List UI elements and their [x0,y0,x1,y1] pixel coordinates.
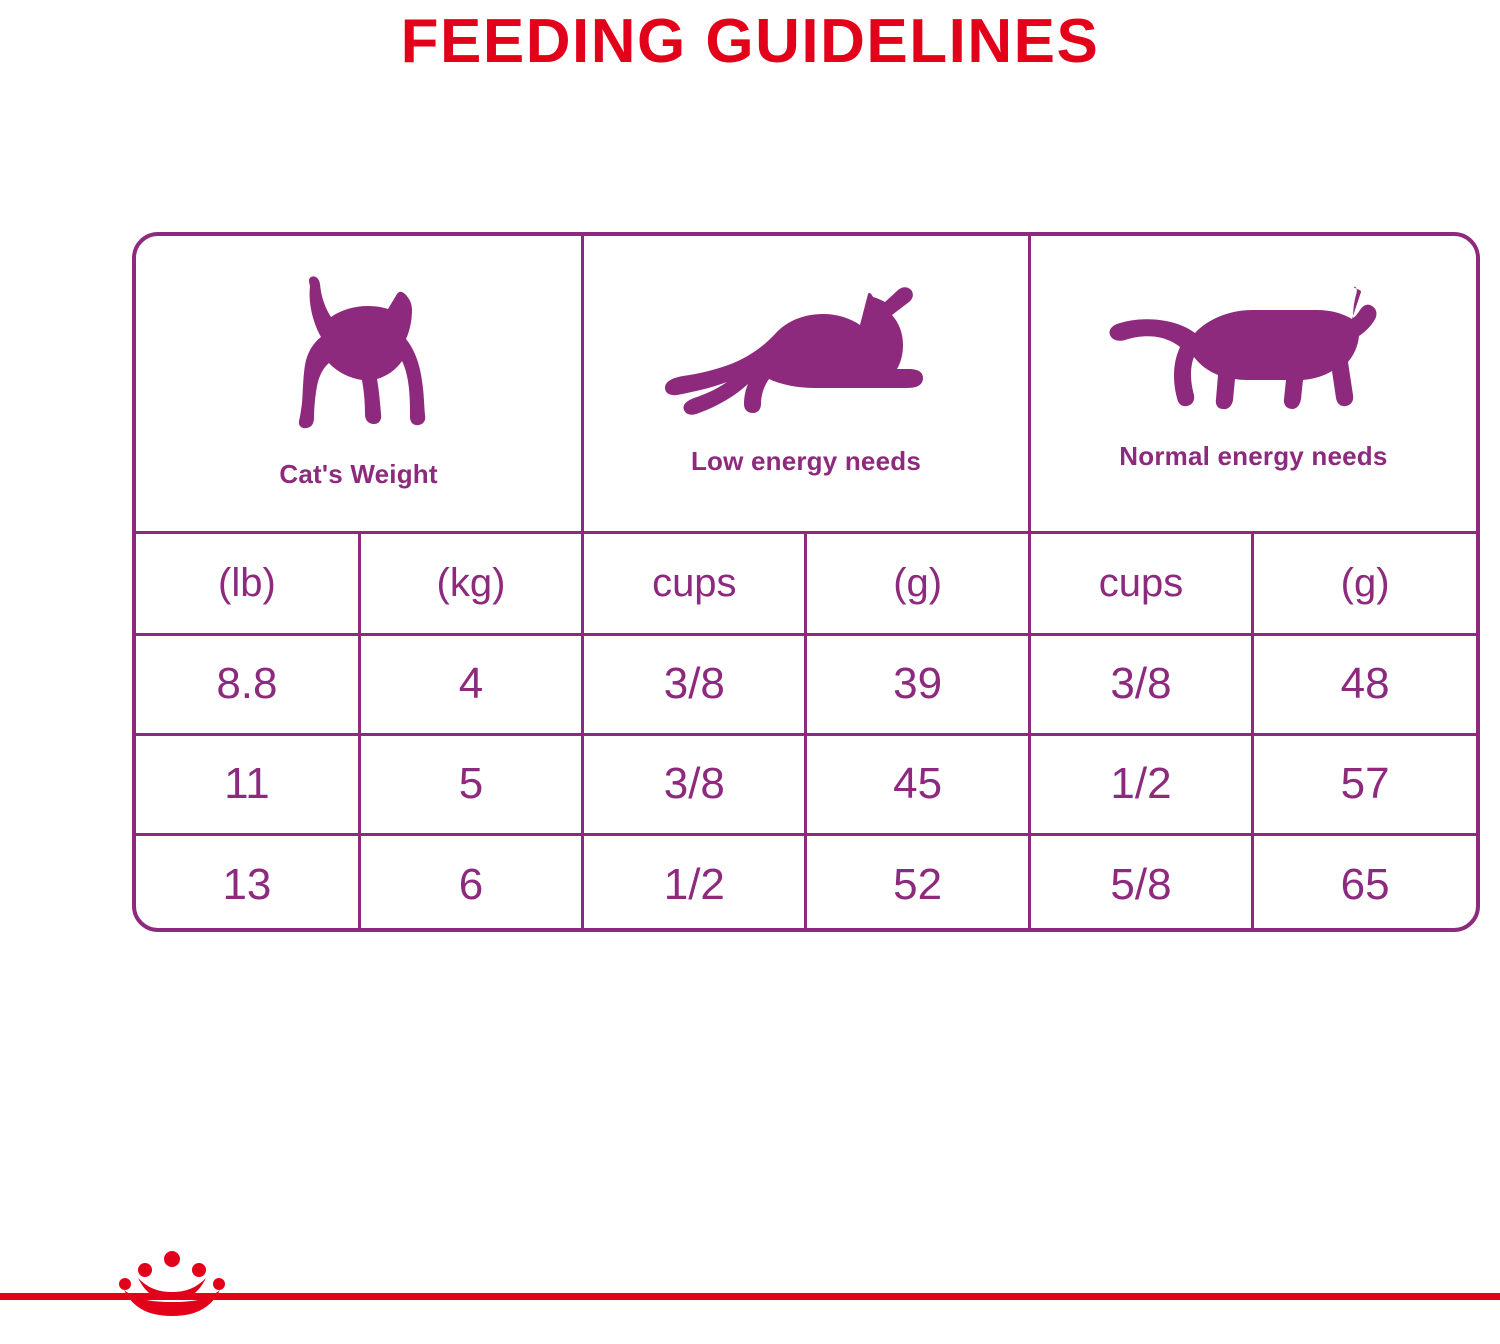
cell-normal-cups: 3/8 [1029,634,1252,734]
cell-weight-kg: 5 [359,734,582,834]
cat-standing-icon [142,269,575,449]
subheader-lb: (lb) [136,532,359,634]
cell-normal-grams: 65 [1253,834,1476,932]
cell-weight-kg: 4 [359,634,582,734]
cell-low-cups: 3/8 [583,634,806,734]
subheader-normal-cups: cups [1029,532,1252,634]
group-header-low-energy [583,236,1030,532]
cell-low-grams: 39 [806,634,1029,734]
cell-weight-kg: 6 [359,834,582,932]
group-header-normal-energy [1029,236,1476,532]
cell-normal-cups: 5/8 [1029,834,1252,932]
table-group-header-row [136,236,1476,532]
subheader-kg: (kg) [359,532,582,634]
group-header-label: Normal energy needs [1119,441,1388,472]
table-row [136,834,1476,932]
group-header-label: Cat's Weight [279,458,438,489]
cell-normal-grams: 48 [1253,634,1476,734]
cell-low-cups: 1/2 [583,834,806,932]
subheader-low-grams: (g) [806,532,1029,634]
royal-canin-crown-icon [112,1250,232,1322]
cat-walking-icon [1037,286,1470,431]
table-row [136,634,1476,734]
feeding-table-container [132,232,1480,932]
cell-weight-lb: 13 [136,834,359,932]
cell-low-cups: 3/8 [583,734,806,834]
table-row [136,734,1476,834]
cell-weight-lb: 11 [136,734,359,834]
cell-normal-cups: 1/2 [1029,734,1252,834]
cell-low-grams: 52 [806,834,1029,932]
group-header-label: Low energy needs [690,446,921,477]
subheader-normal-grams: (g) [1253,532,1476,634]
subheader-low-cups: cups [583,532,806,634]
cell-weight-lb: 8.8 [136,634,359,734]
cat-lying-icon [590,281,1022,436]
page-title: FEEDING GUIDELINES [400,7,1100,76]
cell-low-grams: 45 [806,734,1029,834]
table-subheader-row [136,532,1476,634]
group-header-cat-weight [136,236,583,532]
cell-normal-grams: 57 [1253,734,1476,834]
feeding-guidelines-table [136,236,1476,932]
